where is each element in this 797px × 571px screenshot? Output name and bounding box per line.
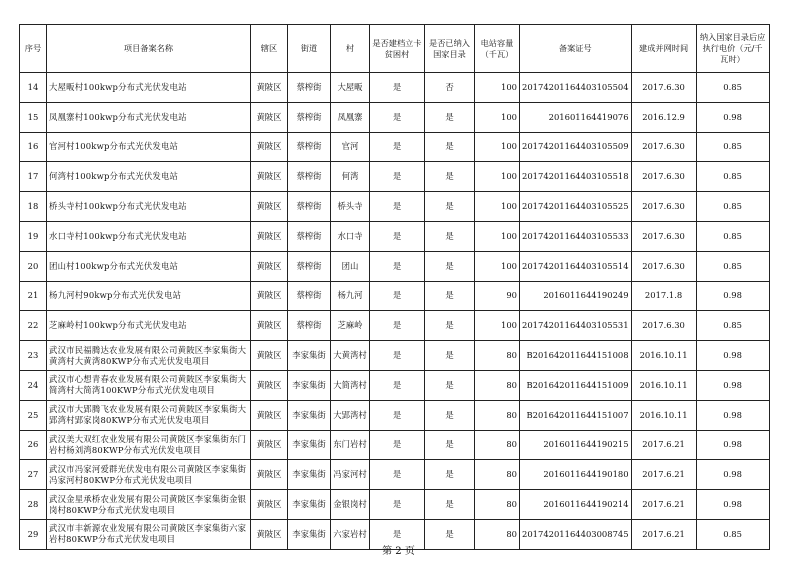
row-number: 15 — [20, 102, 47, 132]
capacity-cell: 80 — [475, 519, 520, 549]
poor-village-cell: 是 — [370, 370, 425, 400]
project-name: 武汉市冯家河爱群光伏发电有限公司黄陂区李家集街冯家河村80KWP分布式光伏发电项目 — [47, 460, 251, 490]
village-cell: 大郢湾村 — [331, 400, 370, 430]
price-cell: 0.85 — [696, 311, 769, 341]
col-header-village: 村 — [331, 25, 370, 73]
price-cell: 0.98 — [696, 430, 769, 460]
price-cell: 0.98 — [696, 490, 769, 520]
table-row — [20, 430, 770, 460]
price-cell: 0.85 — [696, 132, 769, 162]
price-cell: 0.98 — [696, 281, 769, 311]
grid-date-cell: 2017.6.30 — [631, 192, 696, 222]
col-header-grid-date: 建成并网时间 — [631, 25, 696, 73]
street-cell: 李家集街 — [288, 341, 331, 371]
district-cell: 黄陂区 — [251, 73, 288, 103]
street-cell: 蔡榨街 — [288, 162, 331, 192]
national-list-cell: 是 — [425, 430, 475, 460]
district-cell: 黄陂区 — [251, 370, 288, 400]
col-header-street: 街道 — [288, 25, 331, 73]
row-number: 24 — [20, 370, 47, 400]
col-header-capacity: 电站容量（千瓦） — [475, 25, 520, 73]
row-number: 19 — [20, 221, 47, 251]
street-cell: 蔡榨街 — [288, 251, 331, 281]
cert-no-cell: 20174201164403105525 — [520, 192, 632, 222]
row-number: 26 — [20, 430, 47, 460]
project-name: 芝麻岭村100kwp分布式光伏发电站 — [47, 311, 251, 341]
col-header-price: 纳入国家目录后应执行电价（元/千瓦时） — [696, 25, 769, 73]
project-name: 官河村100kwp分布式光伏发电站 — [47, 132, 251, 162]
poor-village-cell: 是 — [370, 400, 425, 430]
district-cell: 黄陂区 — [251, 519, 288, 549]
district-cell: 黄陂区 — [251, 341, 288, 371]
project-name: 武汉美大双红农业发展有限公司黄陂区李家集街东门岩村杨刘湾80KWP分布式光伏发电项目 — [47, 430, 251, 460]
col-header-cert-no: 备案证号 — [520, 25, 632, 73]
col-header-district: 辖区 — [251, 25, 288, 73]
village-cell: 大黄湾村 — [331, 341, 370, 371]
price-cell: 0.85 — [696, 73, 769, 103]
poor-village-cell: 是 — [370, 519, 425, 549]
capacity-cell: 100 — [475, 221, 520, 251]
row-number: 25 — [20, 400, 47, 430]
national-list-cell: 是 — [425, 192, 475, 222]
capacity-cell: 100 — [475, 311, 520, 341]
poor-village-cell: 是 — [370, 192, 425, 222]
project-name: 武汉市丰新源农业发展有限公司黄陂区李家集街六家岩村80KWP分布式光伏发电项目 — [47, 519, 251, 549]
table-row — [20, 490, 770, 520]
project-name: 桥头寺村100kwp分布式光伏发电站 — [47, 192, 251, 222]
village-cell: 水口寺 — [331, 221, 370, 251]
district-cell: 黄陂区 — [251, 132, 288, 162]
street-cell: 蔡榨街 — [288, 102, 331, 132]
poor-village-cell: 是 — [370, 430, 425, 460]
district-cell: 黄陂区 — [251, 192, 288, 222]
grid-date-cell: 2016.10.11 — [631, 341, 696, 371]
cert-no-cell: 20174201164403105533 — [520, 221, 632, 251]
grid-date-cell: 2016.10.11 — [631, 400, 696, 430]
district-cell: 黄陂区 — [251, 430, 288, 460]
poor-village-cell: 是 — [370, 341, 425, 371]
national-list-cell: 是 — [425, 221, 475, 251]
district-cell: 黄陂区 — [251, 311, 288, 341]
poor-village-cell: 是 — [370, 162, 425, 192]
national-list-cell: 是 — [425, 251, 475, 281]
price-cell: 0.85 — [696, 519, 769, 549]
project-name: 武汉市心想青春农业发展有限公司黄陂区李家集街大简湾村大简湾100KWP分布式光伏发电项目 — [47, 370, 251, 400]
row-number: 20 — [20, 251, 47, 281]
grid-date-cell: 2017.6.30 — [631, 311, 696, 341]
cert-no-cell: 2016011644190215 — [520, 430, 632, 460]
project-name: 大屋畈村100kwp分布式光伏发电站 — [47, 73, 251, 103]
street-cell: 蔡榨街 — [288, 73, 331, 103]
grid-date-cell: 2017.6.21 — [631, 490, 696, 520]
district-cell: 黄陂区 — [251, 460, 288, 490]
price-cell: 0.85 — [696, 192, 769, 222]
village-cell: 何湾 — [331, 162, 370, 192]
district-cell: 黄陂区 — [251, 251, 288, 281]
table-row — [20, 400, 770, 430]
national-list-cell: 是 — [425, 132, 475, 162]
capacity-cell: 100 — [475, 102, 520, 132]
project-name: 武汉市民福腾达农业发展有限公司黄陂区李家集街大黄湾村大黄湾80KWP分布式光伏发电项目 — [47, 341, 251, 371]
cert-no-cell: 20174201164403105518 — [520, 162, 632, 192]
row-number: 28 — [20, 490, 47, 520]
table-row — [20, 311, 770, 341]
cert-no-cell: 20174201164403105514 — [520, 251, 632, 281]
capacity-cell: 80 — [475, 370, 520, 400]
price-cell: 0.85 — [696, 162, 769, 192]
row-number: 18 — [20, 192, 47, 222]
village-cell: 桥头寺 — [331, 192, 370, 222]
national-list-cell: 是 — [425, 281, 475, 311]
national-list-cell: 否 — [425, 73, 475, 103]
capacity-cell: 80 — [475, 341, 520, 371]
street-cell: 李家集街 — [288, 460, 331, 490]
grid-date-cell: 2016.12.9 — [631, 102, 696, 132]
project-name: 杨九河村90kwp分布式光伏发电站 — [47, 281, 251, 311]
grid-date-cell: 2017.6.30 — [631, 132, 696, 162]
district-cell: 黄陂区 — [251, 281, 288, 311]
street-cell: 蔡榨街 — [288, 221, 331, 251]
price-cell: 0.98 — [696, 460, 769, 490]
national-list-cell: 是 — [425, 400, 475, 430]
col-header-national-list: 是否已纳入国家目录 — [425, 25, 475, 73]
street-cell: 蔡榨街 — [288, 311, 331, 341]
village-cell: 六家岩村 — [331, 519, 370, 549]
row-number: 16 — [20, 132, 47, 162]
table-row — [20, 162, 770, 192]
street-cell: 李家集街 — [288, 370, 331, 400]
table-row — [20, 221, 770, 251]
village-cell: 芝麻岭 — [331, 311, 370, 341]
street-cell: 蔡榨街 — [288, 281, 331, 311]
price-cell: 0.98 — [696, 370, 769, 400]
page-number: 第 2 页 — [382, 546, 415, 557]
district-cell: 黄陂区 — [251, 102, 288, 132]
col-header-poor-village: 是否建档立卡贫困村 — [370, 25, 425, 73]
district-cell: 黄陂区 — [251, 162, 288, 192]
row-number: 14 — [20, 73, 47, 103]
price-cell: 0.85 — [696, 251, 769, 281]
district-cell: 黄陂区 — [251, 400, 288, 430]
cert-no-cell: 2016011644190214 — [520, 490, 632, 520]
village-cell: 杨九河 — [331, 281, 370, 311]
street-cell: 李家集街 — [288, 400, 331, 430]
table-row — [20, 102, 770, 132]
grid-date-cell: 2017.6.21 — [631, 519, 696, 549]
cert-no-cell: 201601164419076 — [520, 102, 632, 132]
project-name: 武汉金星承桥农业发展有限公司黄陂区李家集街金银岗村80KWP分布式光伏发电项目 — [47, 490, 251, 520]
project-name: 水口寺村100kwp分布式光伏发电站 — [47, 221, 251, 251]
village-cell: 大简湾村 — [331, 370, 370, 400]
capacity-cell: 80 — [475, 430, 520, 460]
street-cell: 李家集街 — [288, 490, 331, 520]
poor-village-cell: 是 — [370, 102, 425, 132]
table-row — [20, 132, 770, 162]
grid-date-cell: 2017.1.8 — [631, 281, 696, 311]
row-number: 23 — [20, 341, 47, 371]
table-row — [20, 281, 770, 311]
village-cell: 冯家河村 — [331, 460, 370, 490]
village-cell: 团山 — [331, 251, 370, 281]
village-cell: 东门岩村 — [331, 430, 370, 460]
cert-no-cell: B201642011644151007 — [520, 400, 632, 430]
national-list-cell: 是 — [425, 162, 475, 192]
price-cell: 0.85 — [696, 221, 769, 251]
poor-village-cell: 是 — [370, 490, 425, 520]
capacity-cell: 100 — [475, 162, 520, 192]
cert-no-cell: 20174201164403008745 — [520, 519, 632, 549]
row-number: 17 — [20, 162, 47, 192]
poor-village-cell: 是 — [370, 73, 425, 103]
grid-date-cell: 2016.10.11 — [631, 370, 696, 400]
price-cell: 0.98 — [696, 400, 769, 430]
cert-no-cell: 2016011644190180 — [520, 460, 632, 490]
poor-village-cell: 是 — [370, 132, 425, 162]
cert-no-cell: B201642011644151008 — [520, 341, 632, 371]
grid-date-cell: 2017.6.21 — [631, 430, 696, 460]
row-number: 21 — [20, 281, 47, 311]
project-table — [19, 24, 770, 550]
village-cell: 官河 — [331, 132, 370, 162]
grid-date-cell: 2017.6.30 — [631, 73, 696, 103]
capacity-cell: 80 — [475, 460, 520, 490]
national-list-cell: 是 — [425, 311, 475, 341]
poor-village-cell: 是 — [370, 251, 425, 281]
col-header-no: 序号 — [20, 25, 47, 73]
project-name: 何湾村100kwp分布式光伏发电站 — [47, 162, 251, 192]
capacity-cell: 90 — [475, 281, 520, 311]
row-number: 29 — [20, 519, 47, 549]
national-list-cell: 是 — [425, 460, 475, 490]
grid-date-cell: 2017.6.30 — [631, 162, 696, 192]
street-cell: 蔡榨街 — [288, 192, 331, 222]
poor-village-cell: 是 — [370, 311, 425, 341]
capacity-cell: 100 — [475, 73, 520, 103]
table-row — [20, 192, 770, 222]
poor-village-cell: 是 — [370, 460, 425, 490]
street-cell: 李家集街 — [288, 519, 331, 549]
table-row — [20, 251, 770, 281]
national-list-cell: 是 — [425, 490, 475, 520]
cert-no-cell: B201642011644151009 — [520, 370, 632, 400]
capacity-cell: 80 — [475, 490, 520, 520]
street-cell: 蔡榨街 — [288, 132, 331, 162]
col-header-name: 项目备案名称 — [47, 25, 251, 73]
street-cell: 李家集街 — [288, 430, 331, 460]
village-cell: 金银岗村 — [331, 490, 370, 520]
header-row — [20, 25, 770, 73]
table-row — [20, 341, 770, 371]
capacity-cell: 100 — [475, 192, 520, 222]
grid-date-cell: 2017.6.30 — [631, 221, 696, 251]
row-number: 22 — [20, 311, 47, 341]
price-cell: 0.98 — [696, 341, 769, 371]
cert-no-cell: 20174201164403105531 — [520, 311, 632, 341]
poor-village-cell: 是 — [370, 281, 425, 311]
project-name: 武汉市大郢腾飞农业发展有限公司黄陂区李家集街大郢湾村郢家岗80KWP分布式光伏发电项目 — [47, 400, 251, 430]
project-name: 团山村100kwp分布式光伏发电站 — [47, 251, 251, 281]
grid-date-cell: 2017.6.30 — [631, 251, 696, 281]
row-number: 27 — [20, 460, 47, 490]
national-list-cell: 是 — [425, 370, 475, 400]
village-cell: 大屋畈 — [331, 73, 370, 103]
national-list-cell: 是 — [425, 102, 475, 132]
district-cell: 黄陂区 — [251, 490, 288, 520]
cert-no-cell: 20174201164403105509 — [520, 132, 632, 162]
table-row — [20, 370, 770, 400]
price-cell: 0.98 — [696, 102, 769, 132]
national-list-cell: 是 — [425, 341, 475, 371]
capacity-cell: 100 — [475, 132, 520, 162]
district-cell: 黄陂区 — [251, 221, 288, 251]
table-row — [20, 73, 770, 103]
poor-village-cell: 是 — [370, 221, 425, 251]
grid-date-cell: 2017.6.21 — [631, 460, 696, 490]
capacity-cell: 80 — [475, 400, 520, 430]
project-name: 凤凰寨村100kwp分布式光伏发电站 — [47, 102, 251, 132]
national-list-cell: 是 — [425, 519, 475, 549]
cert-no-cell: 20174201164403105504 — [520, 73, 632, 103]
cert-no-cell: 2016011644190249 — [520, 281, 632, 311]
table-row — [20, 460, 770, 490]
village-cell: 凤凰寨 — [331, 102, 370, 132]
capacity-cell: 100 — [475, 251, 520, 281]
